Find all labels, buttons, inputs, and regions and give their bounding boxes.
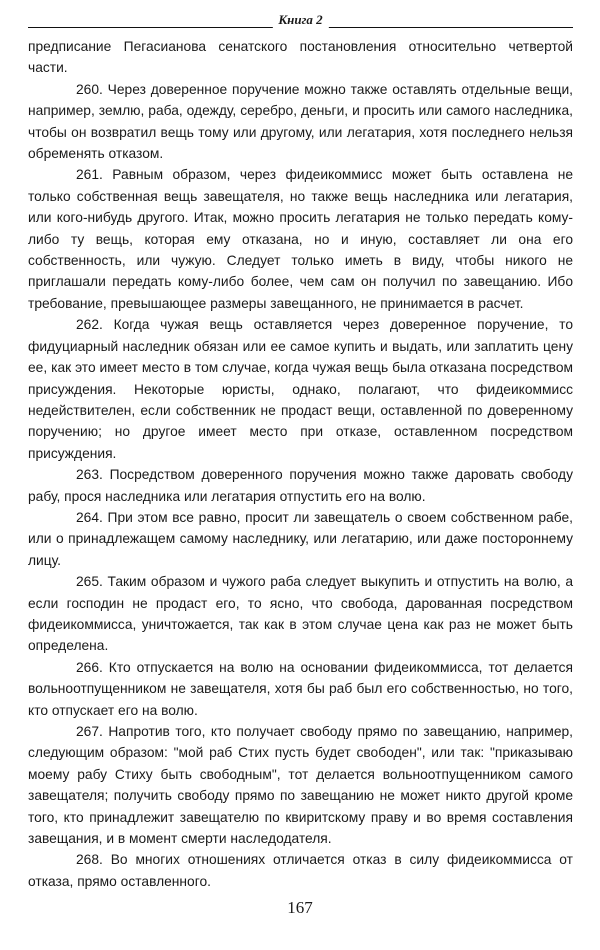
paragraph-264: 264. При этом все равно, просит ли завещатель о своем собственном рабе, или о принадлежащем самому наследнику, или легатарию, или даже постороннему лицу. bbox=[28, 509, 573, 568]
paragraph-265: 265. Таким образом и чужого раба следует выкупить и отпустить на волю, а если господин не продаст его, то ясно, что свобода, дарованная посредством фидеикоммисса, уничтожается, так как в этом случае цена как раз не может быть определена. bbox=[28, 574, 573, 654]
header-title: Книга 2 bbox=[272, 12, 328, 28]
paragraph-267: 267. Напротив того, кто получает свободу прямо по завещанию, например, следующим образом: "мой раб Стих пусть будет свободен", или так: "приказываю моему рабу Стиху быть свободным", тот делается вольноотпущенником самого завещателя; получить свободу прямо по завещанию не может никто другой кроме того, кто принадлежит завещателю по квиритскому праву и во время составления завещания, и в момент смерти наследодателя. bbox=[28, 724, 573, 847]
paragraph-260: 260. Через доверенное поручение можно также оставлять отдельные вещи, например, землю, раба, одежду, серебро, деньги, и просить или самого наследника, чтобы он возвратил вещь тому или другому, или легатария, хотя последнего нельзя обременять отказом. bbox=[28, 81, 573, 162]
page-number: 167 bbox=[287, 898, 313, 917]
paragraph-261: 261. Равным образом, через фидеикоммисс может быть оставлена не только собственная вещь завещателя, но также вещь наследника или легатария, или кого-нибудь другого. Итак, можно просить легатария не только передать кому-либо ту вещь, которая ему отказана, но и иную, составляет ли она его собственность, или чужую. Следует только иметь в виду, чтобы никого не приглашали передать кому-либо более, чем сам он получил по завещанию. Ибо требование, превышающее размеры завещанного, не принимается в расчет. bbox=[28, 167, 573, 311]
paragraph-263: 263. Посредством доверенного поручения можно также даровать свободу рабу, прося наследника или легатария отпустить его на волю. bbox=[28, 467, 573, 504]
paragraph-262: 262. Когда чужая вещь оставляется через доверенное поручение, то фидуциарный наследник обязан или ее самое купить и выдать, или заплатить цену ее, как это имеет место в том случае, когда чужая вещь была отказана посредством присуждения. Некоторые юристы, однако, полагают, что фидеикоммисс недействителен, если собственник не продаст вещи, оставленной по доверенному поручению; но другое имеет место при отказе, оставленном посредством присуждения. bbox=[28, 317, 573, 461]
paragraph-268: 268. Во многих отношениях отличается отказ в силу фидеикоммисса от отказа, прямо оставленного. bbox=[28, 852, 573, 889]
paragraph-continuation: предписание Пегасианова сенатского постановления относительно четвертой части. bbox=[28, 39, 573, 76]
running-header bbox=[28, 12, 573, 32]
paragraph-266: 266. Кто отпускается на волю на основании фидеикоммисса, тот делается вольноотпущенником не завещателя, хотя бы раб был его собственностью, но того, кто отпускает его на волю. bbox=[28, 659, 573, 718]
page-body bbox=[28, 36, 573, 892]
